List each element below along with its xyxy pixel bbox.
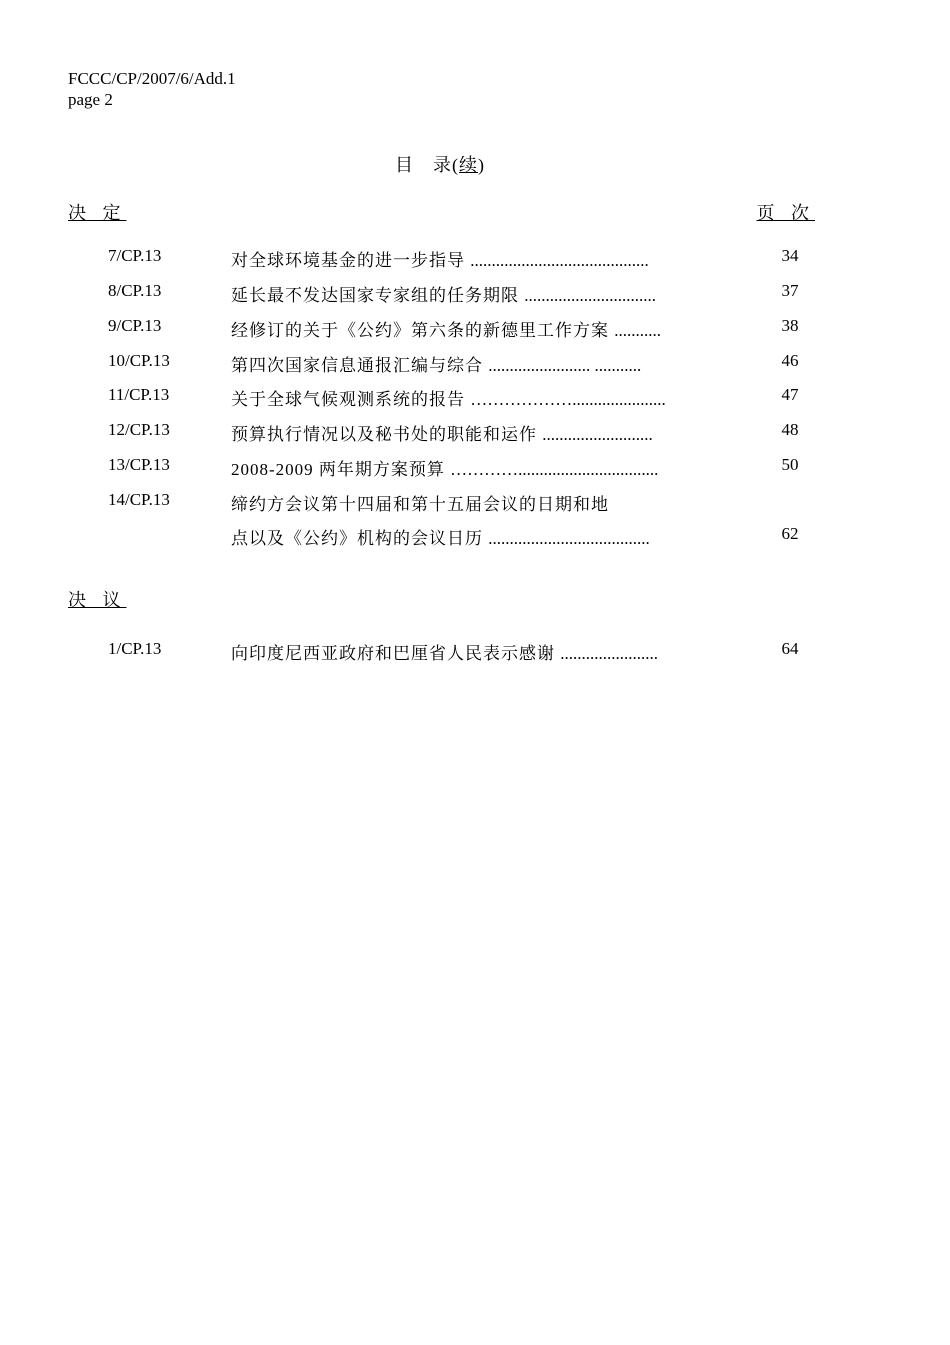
entry-page: 48 [781,420,799,439]
document-header [68,68,236,110]
entry-title: 向印度尼西亚政府和巴厘省人民表示感谢 ....................... [231,644,658,663]
entry-number: 11/CP.13 [108,385,170,404]
entry-title: 关于全球气候观测系统的报告 ………………...................... [231,390,666,409]
entry-page: 47 [781,385,799,404]
entry-title: 对全球环境基金的进一步指导 .......................................... [231,251,649,270]
toc-entry[interactable] [0,420,950,455]
toc-title [0,151,880,177]
toc-entry[interactable] [0,455,950,490]
entry-title: 经修订的关于《公约》第六条的新德里工作方案 ........... [231,321,661,340]
entry-number: 12/CP.13 [108,420,170,439]
entry-number: 14/CP.13 [108,490,170,509]
entry-title: 2008-2009 两年期方案预算 …………................................. [231,460,659,479]
toc-entry[interactable] [0,385,950,420]
entry-number: 9/CP.13 [108,316,162,335]
entry-page: 34 [781,246,799,265]
entry-page: 37 [781,281,799,300]
toc-title-main: 目 录( [395,155,459,175]
toc-entry[interactable] [0,246,950,281]
toc-title-close: ) [478,155,485,175]
toc-entry[interactable] [0,639,950,674]
page-column-label: 页 次 [756,203,815,223]
toc-entry[interactable] [0,281,950,316]
toc-entry[interactable] [0,490,950,525]
page-label: page 2 [68,90,113,109]
toc-entry-continuation[interactable] [0,524,950,559]
entry-number: 8/CP.13 [108,281,162,300]
resolutions-section-label: 决 议 [68,590,127,610]
entry-title: 第四次国家信息通报汇编与综合 ........................ ........... [231,356,642,375]
entry-number: 10/CP.13 [108,351,170,370]
entry-page: 62 [781,524,799,543]
entry-title: 预算执行情况以及秘书处的职能和运作 .......................... [231,425,653,444]
entry-page: 64 [781,639,799,658]
entry-page: 38 [781,316,799,335]
entry-number: 1/CP.13 [108,639,162,658]
toc-entry[interactable] [0,316,950,351]
entry-page: 46 [781,351,799,370]
toc-title-continued: 续 [459,155,478,175]
entry-title: 缔约方会议第十四届和第十五届会议的日期和地 [231,495,609,514]
toc-entry[interactable] [0,351,950,386]
entry-title: 点以及《公约》机构的会议日历 ...................................... [231,529,650,548]
entry-number: 13/CP.13 [108,455,170,474]
entry-number: 7/CP.13 [108,246,162,265]
entry-title: 延长最不发达国家专家组的任务期限 ............................... [231,286,656,305]
decisions-section-label: 决 定 [68,203,127,223]
entry-page: 50 [781,455,799,474]
document-symbol: FCCC/CP/2007/6/Add.1 [68,69,236,88]
